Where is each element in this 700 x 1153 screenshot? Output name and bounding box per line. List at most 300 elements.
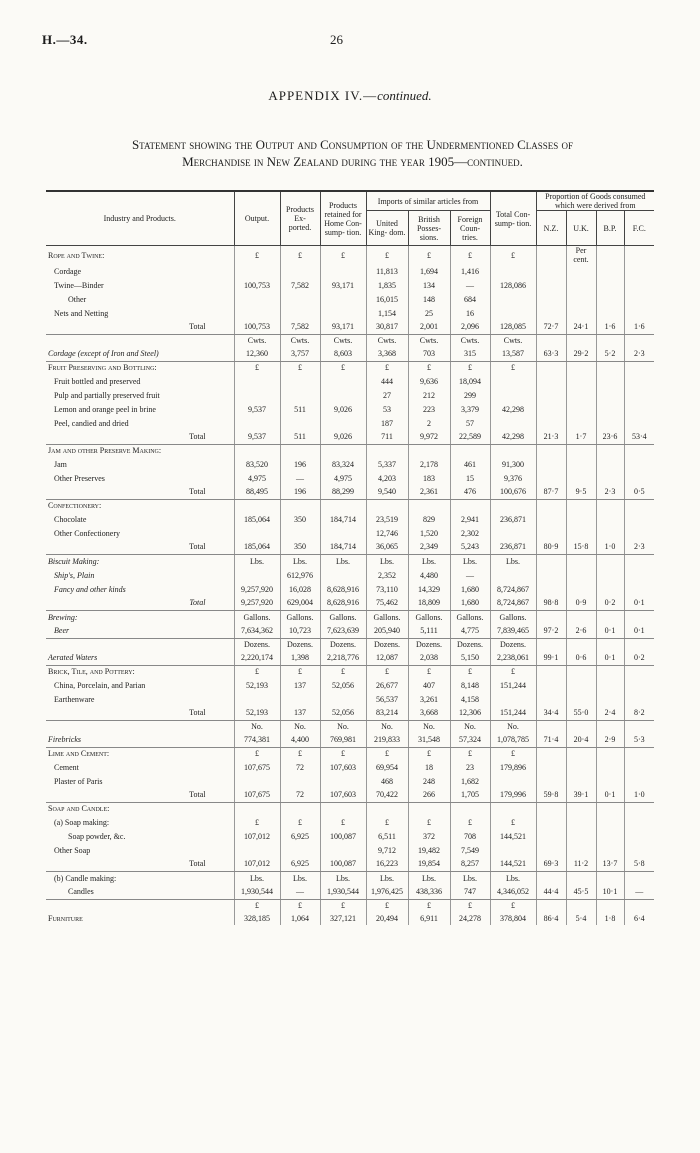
cell-retained: Lbs. — [320, 554, 366, 568]
cell-output: Lbs. — [234, 871, 280, 885]
cell-pct-fc: 0·1 — [624, 596, 654, 610]
row-label: Furniture — [48, 914, 83, 923]
cell-pct-uk: 29·2 — [566, 347, 596, 361]
cell-pct-nz — [536, 815, 566, 829]
cell-total-consumption — [490, 526, 536, 540]
row-label: Other — [68, 294, 87, 304]
cell-pct-uk — [566, 471, 596, 485]
cell-exported: £ — [280, 246, 320, 265]
cell-total-consumption: 144,521 — [490, 857, 536, 871]
row-label: Nets and Netting — [54, 308, 109, 318]
cell-pct-uk — [566, 638, 596, 651]
cell-imports-uk: 12,746 — [366, 526, 408, 540]
cell-output: Dozens. — [234, 638, 280, 651]
cell-exported — [280, 388, 320, 402]
cell-output: 9,257,920 — [234, 582, 280, 596]
cell-retained — [320, 802, 366, 815]
cell-pct-bp — [596, 526, 624, 540]
cell-imports-foreign: Lbs. — [450, 554, 490, 568]
cell-pct-fc — [624, 899, 654, 912]
cell-pct-nz — [536, 843, 566, 857]
cell-total-consumption: 2,238,061 — [490, 651, 536, 665]
cell-output: 7,634,362 — [234, 624, 280, 638]
cell-imports-uk: 9,540 — [366, 485, 408, 499]
cell-imports-foreign: 12,306 — [450, 706, 490, 720]
cell-imports-foreign: 1,682 — [450, 774, 490, 788]
cell-imports-foreign: 1,705 — [450, 788, 490, 802]
table-row — [46, 512, 654, 526]
row-label: Twine—Binder — [54, 280, 104, 290]
cell-imports-uk: 6,511 — [366, 829, 408, 843]
cell-retained — [320, 692, 366, 706]
cell-imports-british: 829 — [408, 512, 450, 526]
cell-pct-bp — [596, 512, 624, 526]
col-imports-group: Imports of similar articles from — [366, 191, 490, 211]
cell-pct-nz — [536, 774, 566, 788]
cell-pct-fc — [624, 246, 654, 265]
table-row — [46, 388, 654, 402]
cell-imports-british: Dozens. — [408, 638, 450, 651]
cell-output — [234, 306, 280, 320]
cell-imports-foreign: 2,096 — [450, 320, 490, 334]
cell-imports-uk: 75,462 — [366, 596, 408, 610]
cell-pct-bp — [596, 444, 624, 457]
cell-pct-bp: 2·4 — [596, 706, 624, 720]
cell-pct-nz — [536, 499, 566, 512]
cell-pct-uk: 0·9 — [566, 596, 596, 610]
cell-imports-uk: 73,110 — [366, 582, 408, 596]
cell-pct-fc: 2·3 — [624, 540, 654, 554]
row-label: Fruit bottled and preserved — [54, 376, 141, 386]
cell-imports-british: 25 — [408, 306, 450, 320]
cell-pct-fc — [624, 278, 654, 292]
cell-output — [234, 526, 280, 540]
row-label: Biscuit Making: — [48, 556, 100, 566]
cell-imports-foreign: Lbs. — [450, 871, 490, 885]
cell-total-consumption — [490, 802, 536, 815]
cell-exported: 6,925 — [280, 829, 320, 843]
cell-pct-bp: 0·1 — [596, 651, 624, 665]
cell-exported: 137 — [280, 706, 320, 720]
cell-output: 328,185 — [234, 912, 280, 925]
cell-imports-uk: £ — [366, 747, 408, 760]
cell-pct-fc — [624, 416, 654, 430]
cell-imports-uk: 1,835 — [366, 278, 408, 292]
cell-pct-uk — [566, 306, 596, 320]
cell-total-consumption: 42,298 — [490, 402, 536, 416]
cell-retained: Dozens. — [320, 638, 366, 651]
cell-pct-nz — [536, 554, 566, 568]
cell-imports-foreign: 18,094 — [450, 374, 490, 388]
cell-output: £ — [234, 899, 280, 912]
cell-total-consumption — [490, 388, 536, 402]
cell-exported: 196 — [280, 485, 320, 499]
cell-imports-uk: Dozens. — [366, 638, 408, 651]
col-output: Output. — [234, 191, 280, 246]
cell-pct-fc — [624, 264, 654, 278]
cell-imports-uk: £ — [366, 899, 408, 912]
cell-total-consumption: 91,300 — [490, 457, 536, 471]
cell-pct-bp — [596, 638, 624, 651]
cell-output: 107,675 — [234, 760, 280, 774]
cell-exported: Dozens. — [280, 638, 320, 651]
cell-output — [234, 568, 280, 582]
cell-output: £ — [234, 665, 280, 678]
cell-pct-bp: 2·9 — [596, 733, 624, 747]
cell-imports-uk: 711 — [366, 430, 408, 444]
cell-exported — [280, 374, 320, 388]
cell-imports-british: £ — [408, 246, 450, 265]
cell-pct-uk — [566, 264, 596, 278]
table-row — [46, 347, 654, 361]
cell-total-consumption — [490, 692, 536, 706]
cell-output — [234, 499, 280, 512]
cell-output: 107,012 — [234, 857, 280, 871]
cell-pct-uk — [566, 361, 596, 374]
row-label: Total — [46, 788, 234, 802]
cell-total-consumption: 8,724,867 — [490, 582, 536, 596]
cell-pct-fc — [624, 402, 654, 416]
cell-retained — [320, 774, 366, 788]
cell-pct-nz: 72·7 — [536, 320, 566, 334]
cell-exported: £ — [280, 815, 320, 829]
cell-imports-foreign: 1,680 — [450, 582, 490, 596]
cell-imports-british: 9,636 — [408, 374, 450, 388]
cell-pct-uk — [566, 278, 596, 292]
cell-retained: 7,623,639 — [320, 624, 366, 638]
cell-pct-nz — [536, 582, 566, 596]
col-foreign: Foreign Coun- tries. — [450, 211, 490, 246]
cell-pct-fc — [624, 582, 654, 596]
cell-imports-british: 2,361 — [408, 485, 450, 499]
cell-output: 100,753 — [234, 278, 280, 292]
cell-pct-uk — [566, 292, 596, 306]
cell-pct-bp — [596, 416, 624, 430]
cell-imports-foreign: 57,324 — [450, 733, 490, 747]
cell-pct-fc — [624, 774, 654, 788]
cell-output: 9,537 — [234, 430, 280, 444]
cell-imports-british: 2,349 — [408, 540, 450, 554]
cell-retained: £ — [320, 665, 366, 678]
cell-total-consumption — [490, 292, 536, 306]
cell-imports-uk: 1,976,425 — [366, 885, 408, 899]
cell-pct-nz: 71·4 — [536, 733, 566, 747]
table-row — [46, 651, 654, 665]
col-bp: B.P. — [596, 211, 624, 246]
cell-pct-uk — [566, 802, 596, 815]
cell-total-consumption: 13,587 — [490, 347, 536, 361]
cell-imports-uk: 219,833 — [366, 733, 408, 747]
cell-exported: Lbs. — [280, 871, 320, 885]
cell-output: 88,495 — [234, 485, 280, 499]
cell-pct-bp — [596, 388, 624, 402]
cell-imports-uk: 187 — [366, 416, 408, 430]
cell-retained: 100,087 — [320, 829, 366, 843]
cell-total-consumption: 179,996 — [490, 788, 536, 802]
cell-imports-foreign: 57 — [450, 416, 490, 430]
cell-pct-nz — [536, 665, 566, 678]
cell-imports-uk: 2,352 — [366, 568, 408, 582]
cell-imports-uk: 56,537 — [366, 692, 408, 706]
row-label: Total — [46, 540, 234, 554]
cell-imports-foreign: Dozens. — [450, 638, 490, 651]
cell-exported: — — [280, 471, 320, 485]
cell-imports-foreign: Cwts. — [450, 334, 490, 347]
col-nz: N.Z. — [536, 211, 566, 246]
table-row — [46, 638, 654, 651]
cell-exported: 511 — [280, 430, 320, 444]
cell-pct-fc — [624, 512, 654, 526]
cell-imports-foreign: 299 — [450, 388, 490, 402]
cell-retained: 83,324 — [320, 457, 366, 471]
cell-retained: 93,171 — [320, 320, 366, 334]
cell-pct-bp: 13·7 — [596, 857, 624, 871]
cell-imports-uk: 16,223 — [366, 857, 408, 871]
cell-pct-bp: 0·2 — [596, 596, 624, 610]
cell-pct-fc — [624, 388, 654, 402]
cell-exported — [280, 692, 320, 706]
table-row — [46, 568, 654, 582]
cell-imports-uk: 69,954 — [366, 760, 408, 774]
table-row — [46, 871, 654, 885]
cell-pct-nz — [536, 361, 566, 374]
cell-total-consumption: 151,244 — [490, 706, 536, 720]
cell-pct-nz: 86·4 — [536, 912, 566, 925]
cell-pct-nz — [536, 678, 566, 692]
cell-exported — [280, 306, 320, 320]
table-row — [46, 802, 654, 815]
cell-output: £ — [234, 246, 280, 265]
col-industry: Industry and Products. — [46, 191, 234, 246]
cell-imports-foreign: 1,680 — [450, 596, 490, 610]
cell-retained — [320, 568, 366, 582]
appendix-heading — [0, 88, 700, 104]
cell-imports-uk — [366, 444, 408, 457]
cell-exported: 16,028 — [280, 582, 320, 596]
cell-retained: 107,603 — [320, 760, 366, 774]
cell-output: 2,220,174 — [234, 651, 280, 665]
cell-exported — [280, 774, 320, 788]
cell-imports-british: 134 — [408, 278, 450, 292]
cell-imports-uk: No. — [366, 720, 408, 733]
cell-output: Lbs. — [234, 554, 280, 568]
cell-imports-british: £ — [408, 665, 450, 678]
cell-retained: £ — [320, 815, 366, 829]
cell-exported: 629,004 — [280, 596, 320, 610]
cell-imports-foreign: 16 — [450, 306, 490, 320]
cell-imports-foreign: £ — [450, 665, 490, 678]
cell-output: £ — [234, 747, 280, 760]
cell-total-consumption: £ — [490, 899, 536, 912]
cell-pct-bp — [596, 402, 624, 416]
cell-pct-fc — [624, 334, 654, 347]
cell-imports-british: 3,668 — [408, 706, 450, 720]
cell-pct-bp — [596, 610, 624, 624]
table-row — [46, 760, 654, 774]
cell-pct-fc: 53·4 — [624, 430, 654, 444]
cell-pct-fc: 6·4 — [624, 912, 654, 925]
cell-pct-bp — [596, 568, 624, 582]
table-row — [46, 278, 654, 292]
cell-imports-uk: 23,519 — [366, 512, 408, 526]
row-label: Cordage — [54, 266, 82, 276]
cell-output: £ — [234, 815, 280, 829]
cell-output — [234, 774, 280, 788]
cell-exported: 612,976 — [280, 568, 320, 582]
table-row — [46, 774, 654, 788]
col-british: British Posses- sions. — [408, 211, 450, 246]
cell-total-consumption: No. — [490, 720, 536, 733]
cell-exported: No. — [280, 720, 320, 733]
cell-imports-foreign: 461 — [450, 457, 490, 471]
cell-imports-british — [408, 444, 450, 457]
cell-total-consumption: 378,804 — [490, 912, 536, 925]
row-label: Fruit Preserving and Bottling: — [48, 363, 157, 373]
cell-exported: 350 — [280, 540, 320, 554]
cell-retained: 93,171 — [320, 278, 366, 292]
cell-total-consumption: 4,346,052 — [490, 885, 536, 899]
cell-pct-fc — [624, 361, 654, 374]
cell-imports-uk: 26,677 — [366, 678, 408, 692]
cell-pct-bp — [596, 829, 624, 843]
table-row — [46, 246, 654, 265]
cell-pct-nz: 97·2 — [536, 624, 566, 638]
table-row — [46, 912, 654, 925]
cell-output: 100,753 — [234, 320, 280, 334]
cell-imports-foreign: 7,549 — [450, 843, 490, 857]
cell-retained: 52,056 — [320, 678, 366, 692]
cell-output — [234, 292, 280, 306]
table-row — [46, 430, 654, 444]
table-row — [46, 596, 654, 610]
cell-pct-fc — [624, 568, 654, 582]
cell-pct-bp — [596, 720, 624, 733]
cell-pct-fc: 5·3 — [624, 733, 654, 747]
cell-imports-foreign: £ — [450, 815, 490, 829]
table-row — [46, 692, 654, 706]
cell-imports-british: 31,548 — [408, 733, 450, 747]
cell-exported: 72 — [280, 788, 320, 802]
row-label: Other Soap — [54, 845, 91, 855]
cell-exported: £ — [280, 665, 320, 678]
cell-retained: 8,628,916 — [320, 596, 366, 610]
cell-imports-uk: Lbs. — [366, 871, 408, 885]
cell-pct-uk — [566, 416, 596, 430]
cell-output — [234, 374, 280, 388]
cell-total-consumption — [490, 264, 536, 278]
table-row — [46, 402, 654, 416]
cell-retained — [320, 416, 366, 430]
cell-output: 52,193 — [234, 678, 280, 692]
cell-total-consumption: Gallons. — [490, 610, 536, 624]
cell-pct-uk — [566, 554, 596, 568]
table-row — [46, 499, 654, 512]
cell-pct-nz — [536, 264, 566, 278]
row-label: Total — [46, 857, 234, 871]
cell-imports-british: £ — [408, 815, 450, 829]
table-row — [46, 747, 654, 760]
cell-retained — [320, 306, 366, 320]
cell-pct-uk: 2·6 — [566, 624, 596, 638]
cell-imports-foreign: 315 — [450, 347, 490, 361]
cell-exported: 350 — [280, 512, 320, 526]
col-exported: Products Ex- ported. — [280, 191, 320, 246]
cell-pct-bp: 0·1 — [596, 788, 624, 802]
cell-retained: 769,981 — [320, 733, 366, 747]
table-row — [46, 444, 654, 457]
table-row — [46, 485, 654, 499]
cell-pct-uk — [566, 720, 596, 733]
cell-imports-british: 1,520 — [408, 526, 450, 540]
table-row — [46, 733, 654, 747]
cell-retained: 184,714 — [320, 540, 366, 554]
cell-pct-uk — [566, 374, 596, 388]
cell-total-consumption — [490, 568, 536, 582]
cell-output: No. — [234, 720, 280, 733]
cell-total-consumption: £ — [490, 246, 536, 265]
cell-imports-british: 212 — [408, 388, 450, 402]
cell-pct-uk — [566, 760, 596, 774]
cell-imports-british: £ — [408, 899, 450, 912]
cell-total-consumption: 8,724,867 — [490, 596, 536, 610]
cell-pct-bp — [596, 692, 624, 706]
cell-imports-british: 4,480 — [408, 568, 450, 582]
cell-imports-foreign: 23 — [450, 760, 490, 774]
cell-imports-uk: 205,940 — [366, 624, 408, 638]
cell-exported: 137 — [280, 678, 320, 692]
cell-pct-nz — [536, 760, 566, 774]
col-retained: Products retained for Home Con- sump- tion. — [320, 191, 366, 246]
row-label: (a) Soap making: — [54, 817, 110, 827]
cell-pct-uk — [566, 665, 596, 678]
cell-pct-bp: 1·8 — [596, 912, 624, 925]
cell-pct-fc — [624, 843, 654, 857]
cell-total-consumption: 144,521 — [490, 829, 536, 843]
table-row — [46, 292, 654, 306]
cell-pct-fc — [624, 829, 654, 843]
cell-pct-bp — [596, 292, 624, 306]
cell-pct-bp — [596, 747, 624, 760]
cell-imports-foreign: Gallons. — [450, 610, 490, 624]
cell-pct-uk: 15·8 — [566, 540, 596, 554]
cell-exported: — — [280, 885, 320, 899]
cell-pct-bp — [596, 678, 624, 692]
cell-imports-british: 407 — [408, 678, 450, 692]
cell-pct-nz — [536, 444, 566, 457]
cell-exported: 511 — [280, 402, 320, 416]
cell-pct-uk — [566, 499, 596, 512]
cell-total-consumption: £ — [490, 361, 536, 374]
cell-pct-uk — [566, 829, 596, 843]
cell-imports-british: 2 — [408, 416, 450, 430]
page-number: 26 — [330, 32, 343, 47]
cell-retained: 2,218,776 — [320, 651, 366, 665]
cell-total-consumption: Lbs. — [490, 871, 536, 885]
cell-pct-nz — [536, 306, 566, 320]
cell-pct-nz — [536, 457, 566, 471]
appendix-title: APPENDIX IV.— — [268, 88, 378, 103]
row-label: Other Preserves — [54, 473, 105, 483]
cell-retained — [320, 499, 366, 512]
table-row — [46, 857, 654, 871]
cell-output: 185,064 — [234, 540, 280, 554]
cell-pct-nz — [536, 638, 566, 651]
cell-pct-bp — [596, 815, 624, 829]
cell-pct-nz — [536, 402, 566, 416]
cell-pct-uk — [566, 678, 596, 692]
row-label: Plaster of Paris — [54, 776, 103, 786]
cell-imports-foreign: 2,302 — [450, 526, 490, 540]
